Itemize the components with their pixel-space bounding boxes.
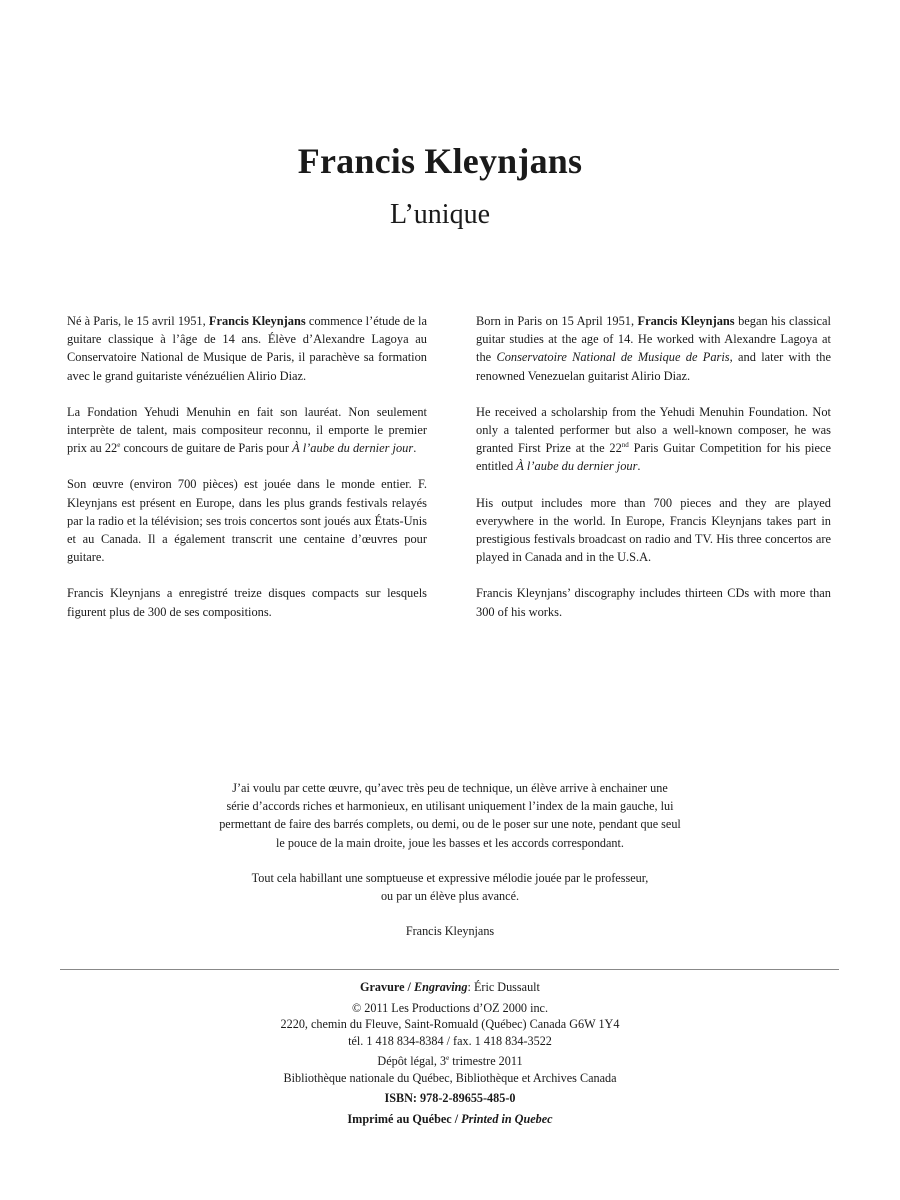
- text: Dépôt légal, 3: [377, 1054, 447, 1068]
- text: commence l’étude de la guitare classique à l’âge de 14 ans. Élève d’Alexandre Lagoya au Conservatoire National de Musique de Paris, il parachève sa formation avec le grand guitariste vénézuélien Alirio Diaz.: [67, 314, 427, 383]
- text: Né à Paris, le 15 avril 1951,: [67, 314, 209, 328]
- text: .: [413, 441, 417, 456]
- copyright: © 2011 Les Productions d’OZ 2000 inc.: [352, 1000, 548, 1015]
- text: La Fondation Yehudi Menuhin en fait son lauréat. Non seulement interprète de talent, mais compositeur reconnu, il emporte le premier prix au 22: [67, 404, 427, 456]
- page-title: Francis Kleynjans: [297, 141, 583, 181]
- isbn: [150, 1090, 750, 1107]
- engraver-name: Éric Dussault: [473, 980, 540, 994]
- composer-quote: [160, 779, 740, 957]
- text: Born in Paris on 15 April 1951,: [476, 314, 638, 328]
- printed-fr: Imprimé au Québec: [347, 1111, 452, 1126]
- printed-in: [150, 1111, 750, 1128]
- isbn-text: ISBN: 978-2-89655-485-0: [384, 1091, 516, 1105]
- colophon: [150, 979, 750, 1131]
- ordinal-suffix: e: [446, 1053, 450, 1062]
- quote-paragraph-2: [160, 869, 740, 905]
- publisher-phone: tél. 1 418 834-8384 / fax. 1 418 834-3522: [348, 1033, 552, 1048]
- quote-line: J’ai voulu par cette œuvre, qu’avec très peu de technique, un élève arrive à enchainer une: [232, 781, 668, 795]
- quote-signature: Francis Kleynjans: [405, 924, 495, 939]
- institution-name: Conservatoire National de Musique de Paris,: [496, 350, 733, 365]
- quote-paragraph-1: [160, 779, 740, 852]
- text: trimestre 2011: [449, 1054, 523, 1068]
- separator: :: [467, 980, 474, 994]
- publisher-address: 2220, chemin du Fleuve, Saint-Romuald (Québec) Canada G6W 1Y4: [280, 1017, 620, 1031]
- french-column: [67, 312, 427, 639]
- quote-line: ou par un élève plus avancé.: [380, 889, 520, 904]
- text: He received a scholarship from the Yehudi Menuhin Foundation. Not only a talented performer but also a well-known composer, he was granted First Prize at the 22: [476, 404, 831, 456]
- text: and later with the renowned Venezuelan guitarist Alirio Diaz.: [476, 350, 831, 383]
- piece-title: À l’aube du dernier jour: [516, 459, 638, 474]
- french-paragraph-4: Francis Kleynjans a enregistré treize disques compacts sur lesquels figurent plus de 300 de ses compositions.: [67, 586, 427, 619]
- text: Paris Guitar Competition for his piece entitled: [476, 441, 832, 474]
- page-subtitle: L’unique: [389, 199, 491, 230]
- ordinal-suffix: nd: [621, 441, 629, 450]
- quote-line: série d’accords riches et harmonieux, en utilisant uniquement l’index de la main gauche, lui: [226, 799, 674, 814]
- french-paragraph-2: [67, 403, 427, 458]
- english-paragraph-2: [476, 403, 831, 476]
- engraving-label-en: Engraving: [413, 980, 468, 994]
- divider: [60, 969, 839, 970]
- quote-line: permettant de faire des barrés complets, ou demi, ou de le poser sur une note, pendant que seul: [219, 817, 681, 832]
- separator: /: [404, 980, 414, 994]
- french-paragraph-1: [67, 312, 427, 385]
- legal-deposit-block: [150, 1053, 750, 1086]
- legal-deposit: [150, 1053, 750, 1070]
- composer-name: Francis Kleynjans: [208, 314, 306, 328]
- composer-name: Francis Kleynjans: [637, 314, 735, 328]
- quote-line: Tout cela habillant une somptueuse et expressive mélodie jouée par le professeur,: [251, 870, 649, 885]
- ordinal-suffix: e: [117, 441, 121, 450]
- piece-title: À l’aube du dernier jour: [292, 441, 414, 456]
- english-paragraph-1: [476, 312, 831, 385]
- text: began his classical guitar studies at the age of 14. He worked with Alexandre Lagoya at the: [476, 314, 831, 365]
- english-column: [476, 312, 831, 639]
- text: .: [637, 459, 641, 474]
- text: concours de guitare de Paris pour: [120, 441, 293, 456]
- libraries: Bibliothèque nationale du Québec, Bibliothèque et Archives Canada: [283, 1070, 617, 1085]
- english-paragraph-4: Francis Kleynjans’ discography includes thirteen CDs with more than 300 of his works.: [476, 586, 831, 619]
- quote-line: le pouce de la main droite, joue les basses et les accords correspondant.: [276, 835, 624, 850]
- french-paragraph-3: Son œuvre (environ 700 pièces) est jouée dans le monde entier. F. Kleynjans est présent en Europe, dans les plus grands festivals relayés par la radio et la télévision; ses trois concertos sont joués aux États-Unis et au Canada. Il a également transcrit une centaine d’œuvres pour guitare.: [67, 477, 427, 565]
- separator: /: [451, 1111, 462, 1126]
- english-paragraph-3: His output includes more than 700 pieces and they are played everywhere in the world. In Europe, Francis Kleynjans takes part in prestigious festivals broadcast on radio and TV. His three concertos are played in Canada and in the U.S.A.: [476, 495, 831, 565]
- engraving-credit: [150, 979, 750, 996]
- engraving-label: Gravure: [360, 980, 405, 994]
- publisher-block: [150, 1000, 750, 1050]
- printed-en: Printed in Quebec: [461, 1111, 553, 1126]
